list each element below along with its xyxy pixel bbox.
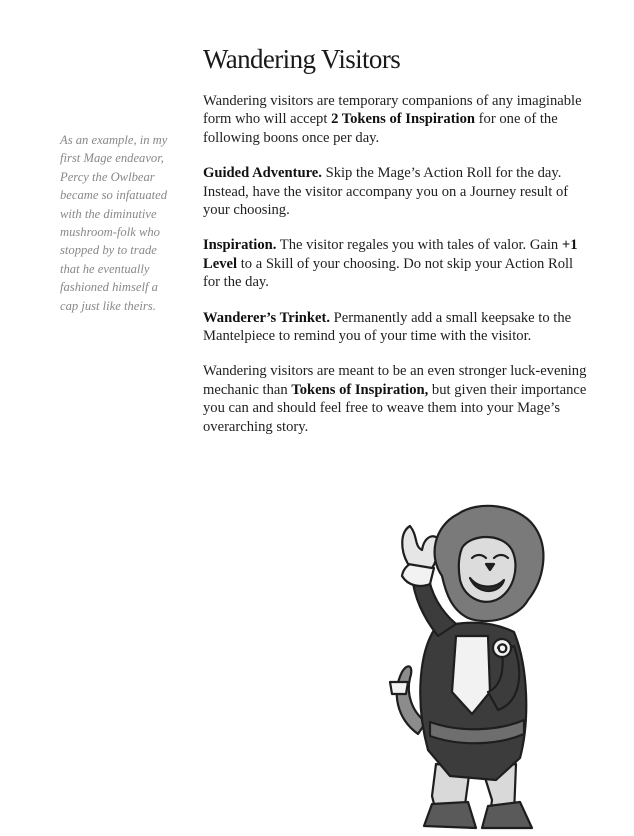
right-boot-shape <box>482 802 532 828</box>
closing-text: Wandering visitors are meant to be an even stronger luck-evening mechanic than <box>203 363 587 398</box>
left-boot-shape <box>424 802 476 828</box>
intro-text-end: for one of the following boons once per day. <box>203 111 558 146</box>
boon-name: Guided Adventure. <box>203 165 322 182</box>
boon-description-end: to a Skill of your choosing. Do not skip your Action Roll for the day. <box>203 255 574 291</box>
teacup-shape <box>390 682 408 694</box>
boon-name: Inspiration. <box>203 237 277 254</box>
boon-description: The visitor regales you with tales of valor. Gain <box>276 237 562 254</box>
lion-illustration <box>378 496 578 832</box>
boon-name: Wanderer’s Trinket. <box>203 309 331 326</box>
intro-paragraph <box>203 92 587 147</box>
closing-text-end: but given their importance you can and should feel free to weave them into your Mage’s overarching story. <box>203 381 587 435</box>
boon-level-bonus: +1 Level <box>203 237 578 272</box>
closing-bold-term: Tokens of Inspiration, <box>291 381 429 398</box>
boon-wanderers-trinket <box>203 309 587 346</box>
main-text <box>203 92 587 453</box>
rose-shape <box>493 639 511 657</box>
closing-paragraph <box>203 362 587 436</box>
intro-token-cost: 2 Tokens of Inspiration <box>331 111 476 128</box>
margin-sidenote: As an example, in my first Mage endeavor, Percy the Owlbear became so infatuated with the diminutive mushroom-folk who stopped by to trade that he eventually fashioned himself a cap just like theirs. <box>60 133 168 313</box>
intro-text: Wandering visitors are temporary companions of any imaginable form who will accept <box>203 93 582 128</box>
boon-guided-adventure <box>203 164 587 219</box>
boon-inspiration <box>203 236 587 291</box>
page-title: Wandering Visitors <box>203 44 401 74</box>
boon-description: Permanently add a small keepsake to the Mantelpiece to remind you of your time with the visitor. <box>203 309 572 345</box>
boon-description: Skip the Mage’s Action Roll for the day. Instead, have the visitor accompany you on a Journey result of your choosing. <box>203 165 569 219</box>
